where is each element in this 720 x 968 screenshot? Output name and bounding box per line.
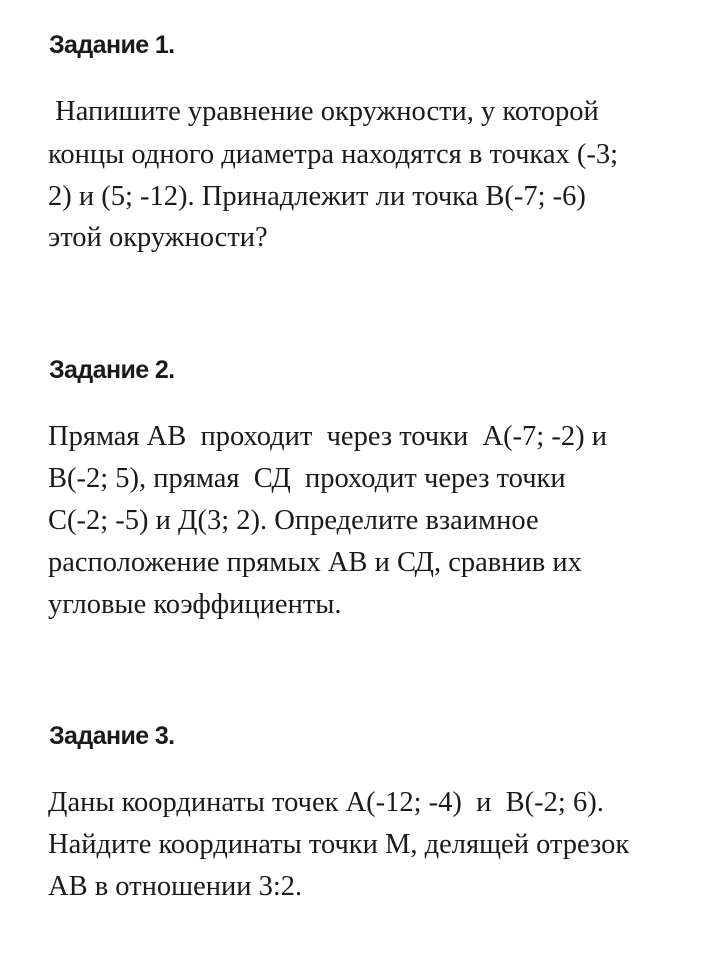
task-2-heading: Задание 2. <box>49 356 175 384</box>
task-3-heading: Задание 3. <box>49 722 175 750</box>
task-2-text-line: Прямая АВ проходит через точки А(-7; -2) и <box>48 421 607 452</box>
task-1-text-line: концы одного диаметра находятся в точках (-3; <box>48 139 619 170</box>
task-2-text-line: С(-2; -5) и Д(3; 2). Определите взаимное <box>48 505 539 536</box>
task-2-text-line: расположение прямых АВ и СД, сравнив их <box>48 547 582 578</box>
task-2-text-line: угловые коэффициенты. <box>48 589 342 620</box>
task-2-text-line: В(-2; 5), прямая СД проходит через точки <box>48 463 566 494</box>
task-1-text-line: этой окружности? <box>48 222 268 253</box>
task-1-text-line: 2) и (5; -12). Принадлежит ли точка В(-7; -6) <box>48 181 586 212</box>
task-1-text-line: Напишите уравнение окружности, у которой <box>48 96 599 127</box>
task-3-text-line: Найдите координаты точки М, делящей отрезок <box>48 829 630 860</box>
task-1-heading: Задание 1. <box>49 31 175 59</box>
task-3-text-line: Даны координаты точек А(-12; -4) и В(-2; 6). <box>48 787 604 818</box>
task-3-text-line: АВ в отношении 3:2. <box>48 871 303 902</box>
